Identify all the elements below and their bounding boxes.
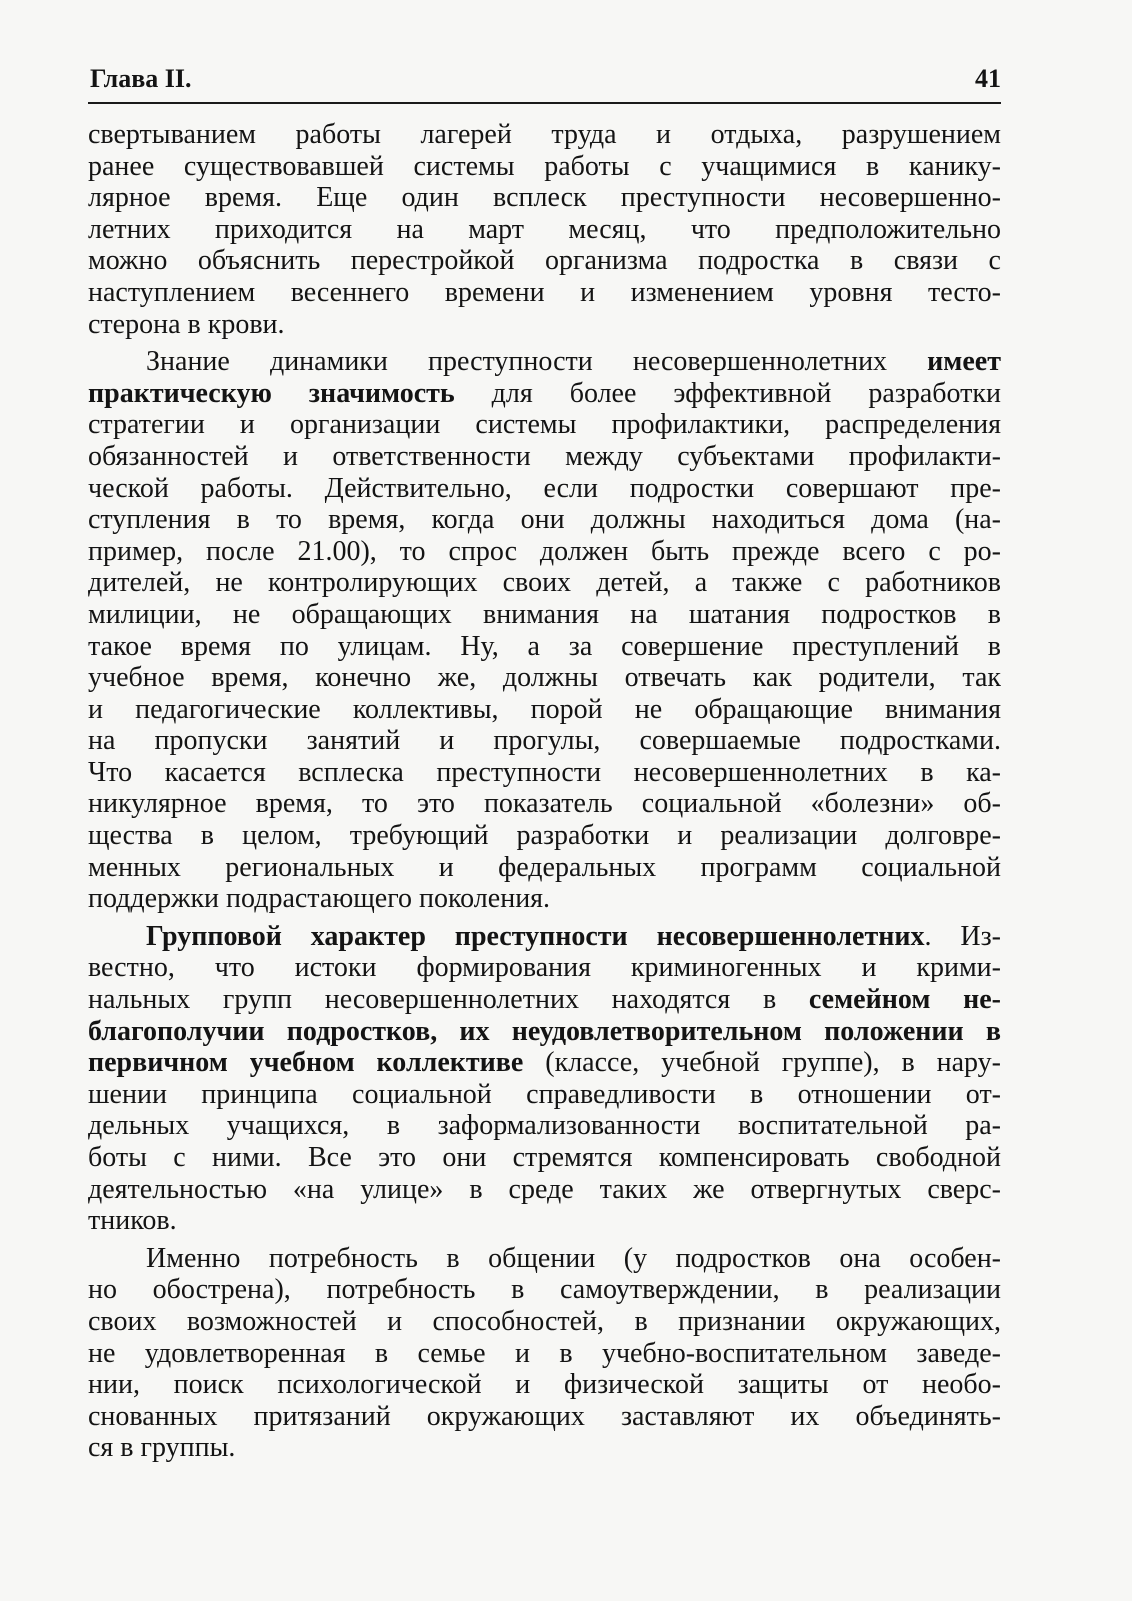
text-line xyxy=(88,984,1001,1016)
text-run: ческой работы. Действительно, если подростки совершают пре- xyxy=(88,472,1001,504)
bold-phrase: первичном учебном коллективе xyxy=(88,1047,524,1079)
text-line xyxy=(88,952,1001,984)
text-run: шении принципа социальной справедливости в отношении от- xyxy=(88,1078,1001,1110)
text-run: стерона в крови. xyxy=(88,308,285,340)
text-run: лярное время. Еще один всплеск преступности несовершенно- xyxy=(88,182,1001,214)
text-line xyxy=(88,1047,1001,1079)
text-run: никулярное время, то это показатель социальной «болезни» об- xyxy=(88,788,1001,820)
text-line xyxy=(88,409,1001,441)
text-run: пример, после 21.00), то спрос должен быть прежде всего с ро- xyxy=(88,535,1001,567)
text-run: обязанностей и ответственности между субъектами профилакти- xyxy=(88,440,1001,472)
text-run: на пропуски занятий и прогулы, совершаемые подростками. xyxy=(88,725,1001,757)
text-line xyxy=(88,1369,1001,1401)
text-run: такое время по улицам. Ну, а за совершение преступлений в xyxy=(88,630,1001,662)
text-run: ся в группы. xyxy=(88,1432,236,1464)
paragraph xyxy=(88,1243,1001,1464)
text-line xyxy=(88,1016,1001,1048)
text-line xyxy=(88,883,1001,915)
text-line xyxy=(88,694,1001,726)
text-run: снованных притязаний окружающих заставляют их объединять- xyxy=(88,1400,1001,1432)
text-line xyxy=(88,921,1001,953)
text-run: щества в целом, требующий разработки и реализации долговре- xyxy=(88,820,1001,852)
text-line xyxy=(88,1174,1001,1206)
text-line xyxy=(88,1205,1001,1237)
text-line xyxy=(88,245,1001,277)
text-line xyxy=(88,277,1001,309)
text-run: летних приходится на март месяц, что предположительно xyxy=(88,213,1001,245)
text-line xyxy=(88,1110,1001,1142)
text-run: милиции, не обращающих внимания на шатания подростков в xyxy=(88,598,1001,630)
text-line xyxy=(88,182,1001,214)
text-run: наступлением весеннего времени и изменением уровня тесто- xyxy=(88,276,1001,308)
text-line xyxy=(88,1274,1001,1306)
text-line xyxy=(88,346,1001,378)
text-line xyxy=(88,1338,1001,1370)
text-run: тников. xyxy=(88,1205,177,1237)
text-run: Что касается всплеска преступности несовершеннолетних в ка- xyxy=(88,756,1001,788)
body-text xyxy=(88,119,1001,1464)
text-line xyxy=(88,662,1001,694)
text-run: . Из- xyxy=(924,920,1001,952)
text-run: своих возможностей и способностей, в признании окружающих, xyxy=(88,1305,1001,1337)
bold-phrase: Групповой характер преступности несовершеннолетних xyxy=(146,920,925,952)
text-line xyxy=(88,1401,1001,1433)
text-line xyxy=(88,441,1001,473)
text-run: нальных групп несовершеннолетних находятся в xyxy=(88,984,809,1016)
text-line xyxy=(88,567,1001,599)
text-line xyxy=(88,536,1001,568)
text-run: менных региональных и федеральных программ социальной xyxy=(88,851,1001,883)
text-line xyxy=(88,725,1001,757)
text-line xyxy=(88,309,1001,341)
text-line xyxy=(88,1306,1001,1338)
text-run: можно объяснить перестройкой организма подростка в связи с xyxy=(88,245,1001,277)
text-run: ступления в то время, когда они должны находиться дома (на- xyxy=(88,504,1001,536)
text-run: деятельностью «на улице» в среде таких же отвергнутых сверс- xyxy=(88,1173,1001,1205)
text-line xyxy=(88,631,1001,663)
running-header xyxy=(88,62,1001,104)
text-run: (классе, учебной группе), в нару- xyxy=(523,1047,1001,1079)
text-run: нии, поиск психологической и физической защиты от необо- xyxy=(88,1369,1001,1401)
text-line xyxy=(88,214,1001,246)
text-line xyxy=(88,119,1001,151)
text-run: стратегии и организации системы профилактики, распределения xyxy=(88,409,1001,441)
text-run: боты с ними. Все это они стремятся компенсировать свободной xyxy=(88,1142,1001,1173)
text-line xyxy=(88,599,1001,631)
bold-phrase: благополучии подростков, их неудовлетворительном положении в xyxy=(88,1015,1001,1047)
chapter-title: Глава II. xyxy=(90,64,192,93)
page-number: 41 xyxy=(975,64,1001,93)
text-run: учебное время, конечно же, должны отвечать как родители, так xyxy=(88,662,1001,694)
paragraph xyxy=(88,346,1001,915)
text-run: и педагогические коллективы, порой не обращающие внимания xyxy=(88,693,1001,725)
text-line xyxy=(88,151,1001,183)
text-run: дителей, не контролирующих своих детей, а также с работников xyxy=(88,567,1001,599)
bold-phrase: имеет xyxy=(927,346,1001,378)
text-line xyxy=(88,852,1001,884)
bold-phrase: семейном не- xyxy=(808,984,1001,1016)
text-line xyxy=(88,473,1001,505)
text-line xyxy=(88,1079,1001,1111)
text-line xyxy=(88,504,1001,536)
text-line xyxy=(88,1243,1001,1275)
text-run: свертыванием работы лагерей труда и отдыха, разрушением xyxy=(88,119,1001,150)
text-line xyxy=(88,378,1001,410)
paragraph xyxy=(88,119,1001,340)
text-line xyxy=(88,788,1001,820)
text-run: не удовлетворенная в семье и в учебно-воспитательном заведе- xyxy=(88,1337,1001,1369)
text-line xyxy=(88,820,1001,852)
text-line xyxy=(88,1432,1001,1464)
text-run: ранее существовавшей системы работы с учащимися в канику- xyxy=(88,150,1001,182)
text-run: но обострена), потребность в самоутверждении, в реализации xyxy=(88,1274,1001,1306)
bold-phrase: практическую значимость xyxy=(88,377,455,409)
text-line xyxy=(88,1142,1001,1174)
text-run: Знание динамики преступности несовершеннолетних xyxy=(146,346,928,378)
text-run: для более эффективной разработки xyxy=(454,377,1001,409)
paragraph xyxy=(88,921,1001,1237)
text-run: Именно потребность в общении (у подростков она особен- xyxy=(146,1242,1001,1274)
text-run: дельных учащихся, в заформализованности воспитательной ра- xyxy=(88,1110,1001,1142)
text-line xyxy=(88,757,1001,789)
text-run: поддержки подрастающего поколения. xyxy=(88,883,551,915)
text-run: вестно, что истоки формирования криминогенных и крими- xyxy=(88,952,1001,984)
